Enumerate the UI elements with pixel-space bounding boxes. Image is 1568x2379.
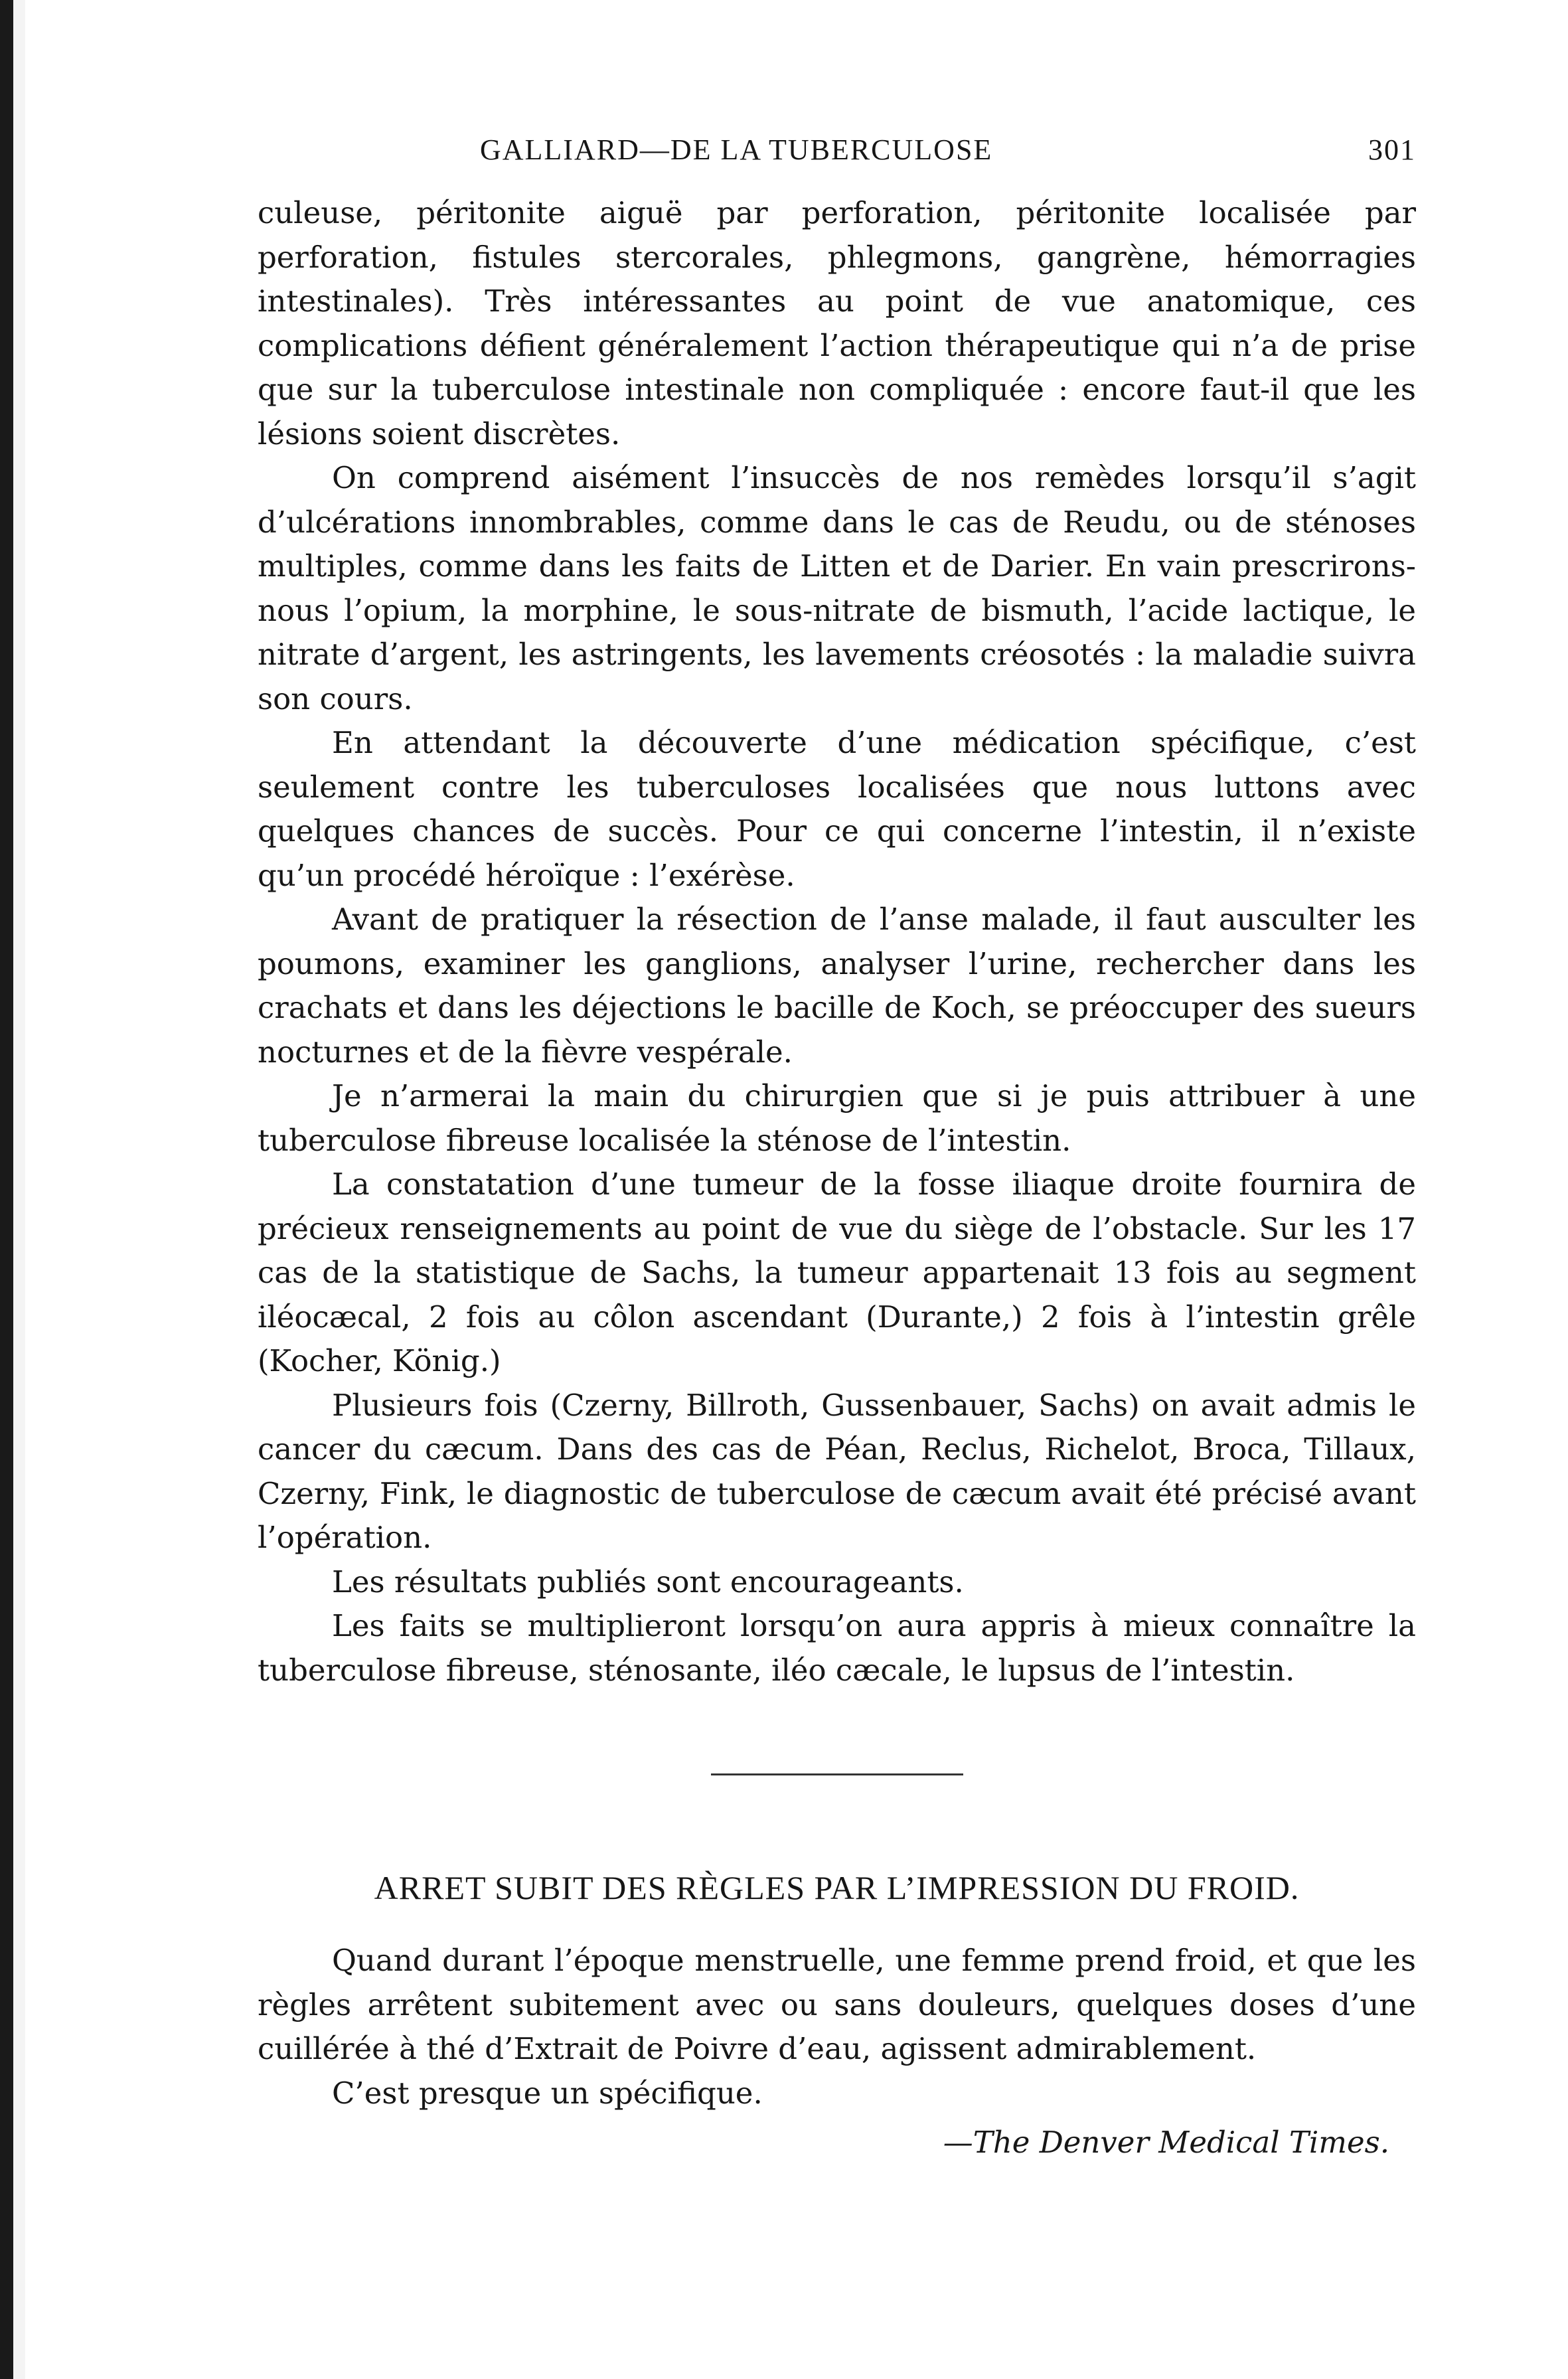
page-binding-gap bbox=[13, 0, 25, 2379]
paragraph: La constatation d’une tumeur de la fosse iliaque droite fournira de précieux renseignements au point de vue du siège de l’obstacle. Sur les 17 cas de la statistique de Sachs, la tumeur appartenait 13 fois au segment iléocæcal, 2 fois au côlon ascendant (Durante,) 2 fois à l’intestin grêle (Kocher, König.) bbox=[258, 1167, 1416, 1378]
page-number: 301 bbox=[1368, 133, 1416, 166]
book-page bbox=[258, 133, 1416, 2165]
section-divider bbox=[711, 1773, 963, 1775]
section-paragraph: C’est presque un spécifique. bbox=[332, 2075, 763, 2111]
running-head bbox=[258, 133, 1416, 181]
paragraph: En attendant la découverte d’une médication spécifique, c’est seulement contre les tuberculoses localisées que nous luttons avec quelques chances de succès. Pour ce qui concerne l’intestin, il n’existe qu’un procédé héroïque : l’exérèse. bbox=[258, 725, 1416, 893]
paragraph: Les résultats publiés sont encourageants. bbox=[332, 1564, 964, 1600]
section-paragraph: Quand durant l’époque menstruelle, une femme prend froid, et que les règles arrêtent subitement avec ou sans douleurs, quelques doses d’une cuillérée à thé d’Extrait de Poivre d’eau, agissent admirablement. bbox=[258, 1943, 1416, 2066]
source-citation: —The Denver Medical Times. bbox=[943, 2125, 1389, 2160]
paragraph: Plusieurs fois (Czerny, Billroth, Gussenbauer, Sachs) on avait admis le cancer du cæcum. Dans des cas de Péan, Reclus, Richelot, Broca, Tillaux, Czerny, Fink, le diagnostic de tuberculose de cæcum avait été précisé avant l’opération. bbox=[258, 1387, 1416, 1555]
running-head-title: GALLIARD—DE LA TUBERCULOSE bbox=[480, 133, 993, 166]
page-binding-edge bbox=[0, 0, 13, 2379]
paragraph: On comprend aisément l’insuccès de nos remèdes lorsqu’il s’agit d’ulcérations innombrables, comme dans le cas de Reudu, ou de sténoses multiples, comme dans les faits de Litten et de Darier. En vain prescrirons-nous l’opium, la morphine, le sous-nitrate de bismuth, l’acide lactique, le nitrate d’argent, les astringents, les lavements créosotés : la maladie suivra son cours. bbox=[258, 460, 1416, 716]
paragraph: Je n’armerai la main du chirurgien que si je puis attribuer à une tuberculose fibreuse localisée la sténose de l’intestin. bbox=[258, 1078, 1416, 1158]
paragraph-continued: culeuse, péritonite aiguë par perforation, péritonite localisée par perforation, fistules stercorales, phlegmons, gangrène, hémorragies intestinales). Très intéressantes au point de vue anatomique, ces complications défient généralement l’action thérapeutique qui n’a de prise que sur la tuberculose intestinale non compliquée : encore faut-il que les lésions soient discrètes. bbox=[258, 195, 1416, 451]
paragraph: Les faits se multiplieront lorsqu’on aura appris à mieux connaître la tuberculose fibreuse, sténosante, iléo cæcale, le lupsus de l’intestin. bbox=[258, 1608, 1416, 1688]
paragraph: Avant de pratiquer la résection de l’anse malade, il faut ausculter les poumons, examiner les ganglions, analyser l’urine, rechercher dans les crachats et dans les déjections le bacille de Koch, se préoccuper des sueurs nocturnes et de la fièvre vespérale. bbox=[258, 902, 1416, 1070]
section-heading: ARRET SUBIT DES RÈGLES PAR L’IMPRESSION DU FROID. bbox=[374, 1869, 1300, 1906]
